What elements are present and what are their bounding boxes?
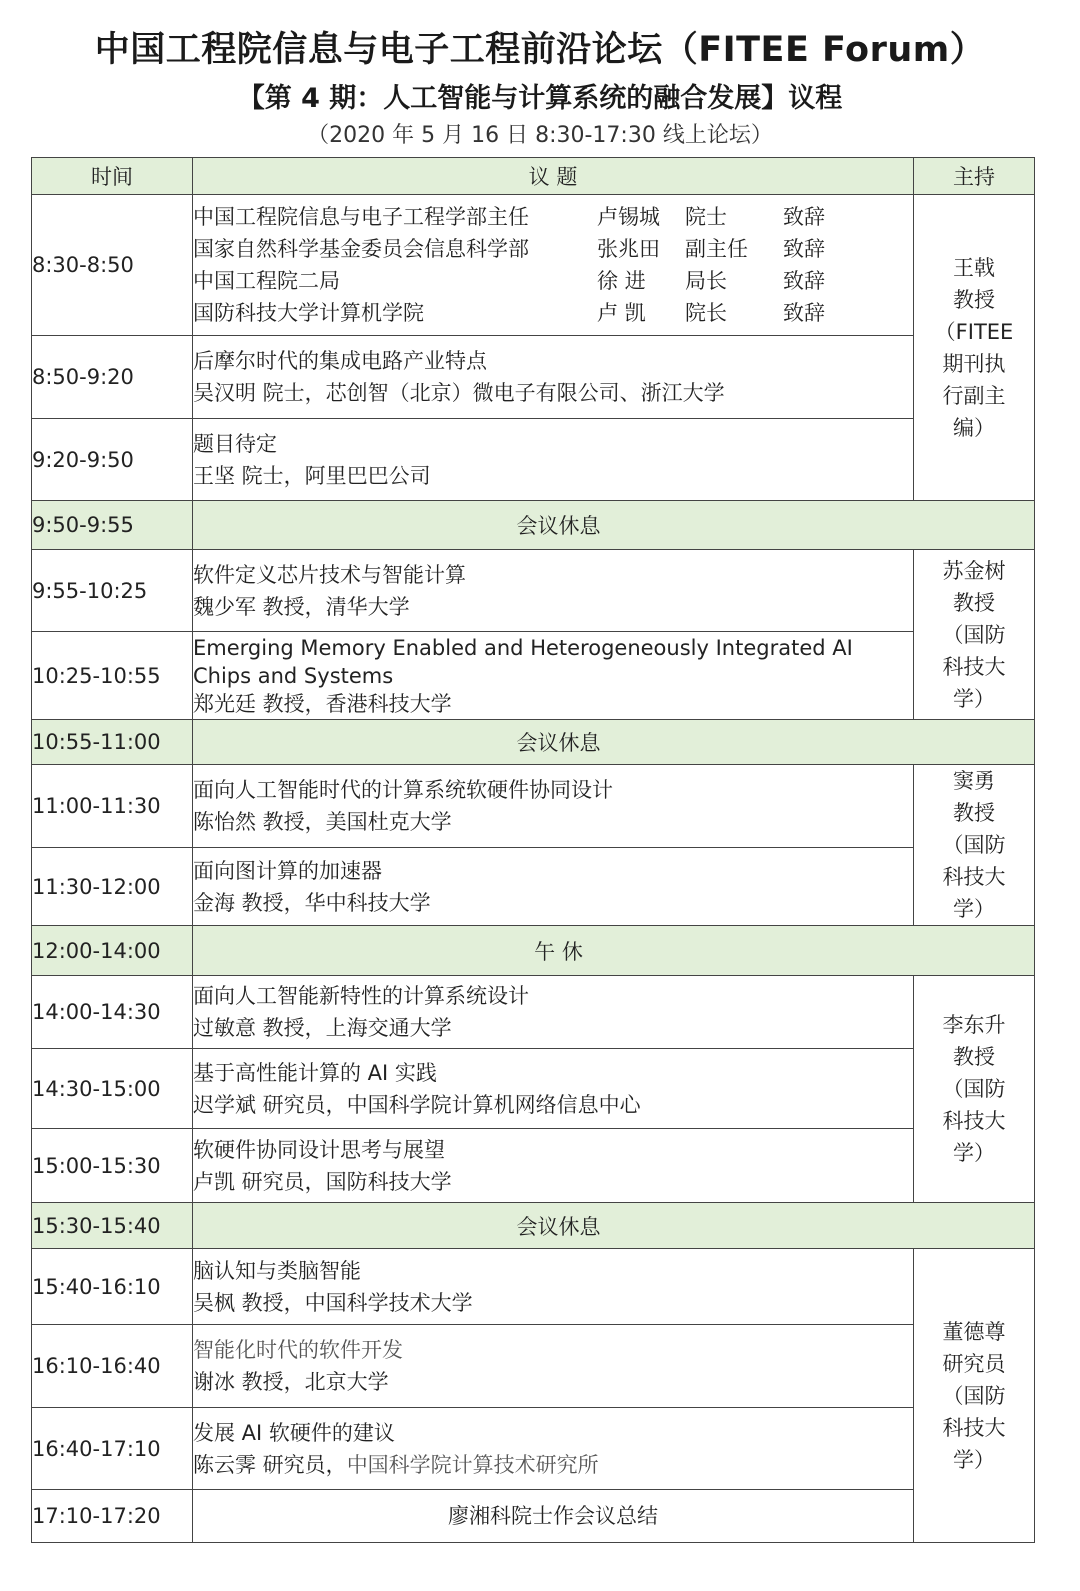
row-time: 9:55-10:25 <box>32 550 193 632</box>
host-cell <box>914 976 1035 1203</box>
host-line: 教授 <box>953 590 995 615</box>
table-row <box>32 976 1035 1049</box>
table-row <box>32 419 1035 501</box>
opening-act: 致辞 <box>783 301 825 325</box>
opening-act: 致辞 <box>783 269 825 293</box>
session-speaker: 陈怡然 教授，美国杜克大学 <box>193 810 452 835</box>
host-line: 期刊执 <box>942 351 1006 376</box>
opening-act: 致辞 <box>783 237 825 261</box>
host-line: （国防 <box>942 622 1006 647</box>
session-topic: 智能化时代的软件开发 <box>193 1338 403 1362</box>
host-line: 学） <box>953 897 995 921</box>
opening-speeches <box>193 195 914 336</box>
host-line: 王戟 <box>953 255 995 280</box>
break-row <box>32 1203 1035 1249</box>
session-cell <box>193 1249 914 1325</box>
opening-title: 院士 <box>685 205 727 229</box>
row-time: 8:50-9:20 <box>32 336 193 419</box>
page-subtitle: 【第 4 期：人工智能与计算系统的融合发展】议程 <box>237 83 843 114</box>
host-line: 教授 <box>953 1045 995 1069</box>
row-time: 9:20-9:50 <box>32 419 193 501</box>
session-speaker: 魏少军 教授，清华大学 <box>193 594 410 619</box>
host-line: （FITEE <box>934 319 1014 344</box>
session-cell <box>193 550 914 632</box>
session-topic: Emerging Memory Enabled and Heterogeneously Integrated AI <box>193 635 853 660</box>
session-speaker: 金海 教授，华中科技大学 <box>193 890 431 915</box>
column-header-topic: 议 题 <box>193 158 914 195</box>
row-time: 15:40-16:10 <box>32 1249 193 1325</box>
row-time: 15:30-15:40 <box>32 1203 193 1249</box>
row-time: 14:00-14:30 <box>32 976 193 1049</box>
host-line: 学） <box>953 686 995 711</box>
opening-title: 院长 <box>685 301 727 325</box>
session-topic: 题目待定 <box>193 431 277 456</box>
session-cell <box>193 976 914 1049</box>
host-line: （国防 <box>942 1383 1006 1408</box>
row-time: 11:00-11:30 <box>32 765 193 848</box>
opening-org: 国防科技大学计算机学院 <box>193 301 424 325</box>
session-cell <box>193 848 914 926</box>
session-topic: 脑认知与类脑智能 <box>193 1258 361 1283</box>
break-row <box>32 926 1035 976</box>
host-line: 学） <box>953 1141 995 1165</box>
session-topic: 后摩尔时代的集成电路产业特点 <box>193 349 487 373</box>
opening-title: 局长 <box>685 269 727 293</box>
table-row <box>32 632 1035 720</box>
session-cell <box>193 1049 914 1129</box>
break-row <box>32 720 1035 765</box>
session-topic: 面向图计算的加速器 <box>193 858 382 883</box>
column-header-host: 主持 <box>914 158 1035 195</box>
opening-name: 卢 凯 <box>597 301 646 325</box>
table-row <box>32 1408 1035 1490</box>
session-cell <box>193 1408 914 1490</box>
session-topic: 软件定义芯片技术与智能计算 <box>193 562 466 587</box>
session-cell <box>193 632 914 720</box>
closing-summary: 廖湘科院士作会议总结 <box>193 1490 914 1543</box>
opening-row <box>193 233 913 265</box>
break-label: 午 休 <box>193 926 1035 976</box>
host-line: 董德尊 <box>942 1319 1006 1344</box>
table-row <box>32 550 1035 632</box>
speaker-org: 中国科学院计算技术研究所 <box>346 1452 599 1477</box>
host-line: 窦勇 <box>953 769 995 793</box>
host-cell <box>914 765 1035 926</box>
host-line: （国防 <box>942 1077 1006 1101</box>
column-header-time: 时间 <box>32 158 193 195</box>
table-row <box>32 1129 1035 1203</box>
row-time: 10:25-10:55 <box>32 632 193 720</box>
break-label: 会议休息 <box>193 501 1035 550</box>
row-time: 12:00-14:00 <box>32 926 193 976</box>
table-row <box>32 765 1035 848</box>
host-line: 科技大 <box>942 654 1006 679</box>
row-time: 17:10-17:20 <box>32 1490 193 1543</box>
table-row <box>32 1049 1035 1129</box>
session-cell <box>193 419 914 501</box>
host-line: （国防 <box>942 833 1006 857</box>
session-speaker: 郑光廷 教授，香港科技大学 <box>193 691 452 716</box>
host-line: 教授 <box>953 801 995 825</box>
row-time: 16:10-16:40 <box>32 1325 193 1408</box>
session-speaker: 吴汉明 院士，芯创智（北京）微电子有限公司、浙江大学 <box>193 381 725 405</box>
table-row <box>32 1325 1035 1408</box>
opening-name: 卢锡城 <box>597 205 660 229</box>
opening-row <box>193 265 913 297</box>
session-topic: 面向人工智能新特性的计算系统设计 <box>193 984 529 1008</box>
opening-org: 中国工程院信息与电子工程学部主任 <box>193 205 529 229</box>
host-line: 科技大 <box>942 1415 1006 1440</box>
opening-row <box>193 297 913 329</box>
session-topic: Chips and Systems <box>193 663 394 688</box>
agenda-table <box>31 157 1035 1543</box>
table-row <box>32 1490 1035 1543</box>
session-speaker: 谢冰 教授，北京大学 <box>193 1370 389 1394</box>
break-row <box>32 501 1035 550</box>
row-time: 10:55-11:00 <box>32 720 193 765</box>
speaker-name: 陈云霁 研究员， <box>193 1452 347 1477</box>
break-label: 会议休息 <box>193 720 1035 765</box>
host-line: 编） <box>953 415 995 440</box>
session-cell <box>193 336 914 419</box>
row-time: 14:30-15:00 <box>32 1049 193 1129</box>
page-title: 中国工程院信息与电子工程前沿论坛（FITEE Forum） <box>94 30 986 70</box>
session-cell <box>193 1325 914 1408</box>
session-cell <box>193 765 914 848</box>
host-line: 李东升 <box>942 1013 1006 1037</box>
opening-title: 副主任 <box>685 237 748 261</box>
host-cell <box>914 195 1035 501</box>
host-cell <box>914 1249 1035 1543</box>
table-row <box>32 1249 1035 1325</box>
session-topic: 发展 AI 软硬件的建议 <box>193 1420 395 1445</box>
break-label: 会议休息 <box>193 1203 1035 1249</box>
row-time: 11:30-12:00 <box>32 848 193 926</box>
table-row <box>32 195 1035 336</box>
session-speaker: 王坚 院士，阿里巴巴公司 <box>193 463 431 488</box>
row-time: 9:50-9:55 <box>32 501 193 550</box>
opening-name: 张兆田 <box>597 237 660 261</box>
session-speaker: 卢凯 研究员，国防科技大学 <box>193 1169 452 1194</box>
session-topic: 面向人工智能时代的计算系统软硬件协同设计 <box>193 778 613 803</box>
host-line: 学） <box>953 1447 995 1472</box>
host-line: 科技大 <box>942 1109 1006 1133</box>
session-speaker: 迟学斌 研究员，中国科学院计算机网络信息中心 <box>193 1092 641 1117</box>
host-cell <box>914 550 1035 720</box>
opening-name: 徐 进 <box>597 269 646 293</box>
table-row <box>32 848 1035 926</box>
session-cell <box>193 1129 914 1203</box>
opening-org: 中国工程院二局 <box>193 269 340 293</box>
host-line: 行副主 <box>942 383 1006 408</box>
host-line: 教授 <box>953 287 995 312</box>
session-speaker <box>193 1449 913 1481</box>
host-line: 研究员 <box>942 1351 1006 1376</box>
host-line: 科技大 <box>942 865 1006 889</box>
opening-org: 国家自然科学基金委员会信息科学部 <box>193 237 529 261</box>
opening-act: 致辞 <box>783 205 825 229</box>
row-time: 15:00-15:30 <box>32 1129 193 1203</box>
session-speaker: 吴枫 教授，中国科学技术大学 <box>193 1290 473 1315</box>
session-topic: 软硬件协同设计思考与展望 <box>193 1137 445 1162</box>
session-topic: 基于高性能计算的 AI 实践 <box>193 1060 437 1085</box>
table-header-row <box>32 158 1035 195</box>
session-speaker: 过敏意 教授，上海交通大学 <box>193 1016 452 1040</box>
row-time: 8:30-8:50 <box>32 195 193 336</box>
row-time: 16:40-17:10 <box>32 1408 193 1490</box>
table-row <box>32 336 1035 419</box>
host-line: 苏金树 <box>942 558 1006 583</box>
date-line: （2020 年 5 月 16 日 8:30-17:30 线上论坛） <box>307 123 773 148</box>
opening-row <box>193 201 913 233</box>
